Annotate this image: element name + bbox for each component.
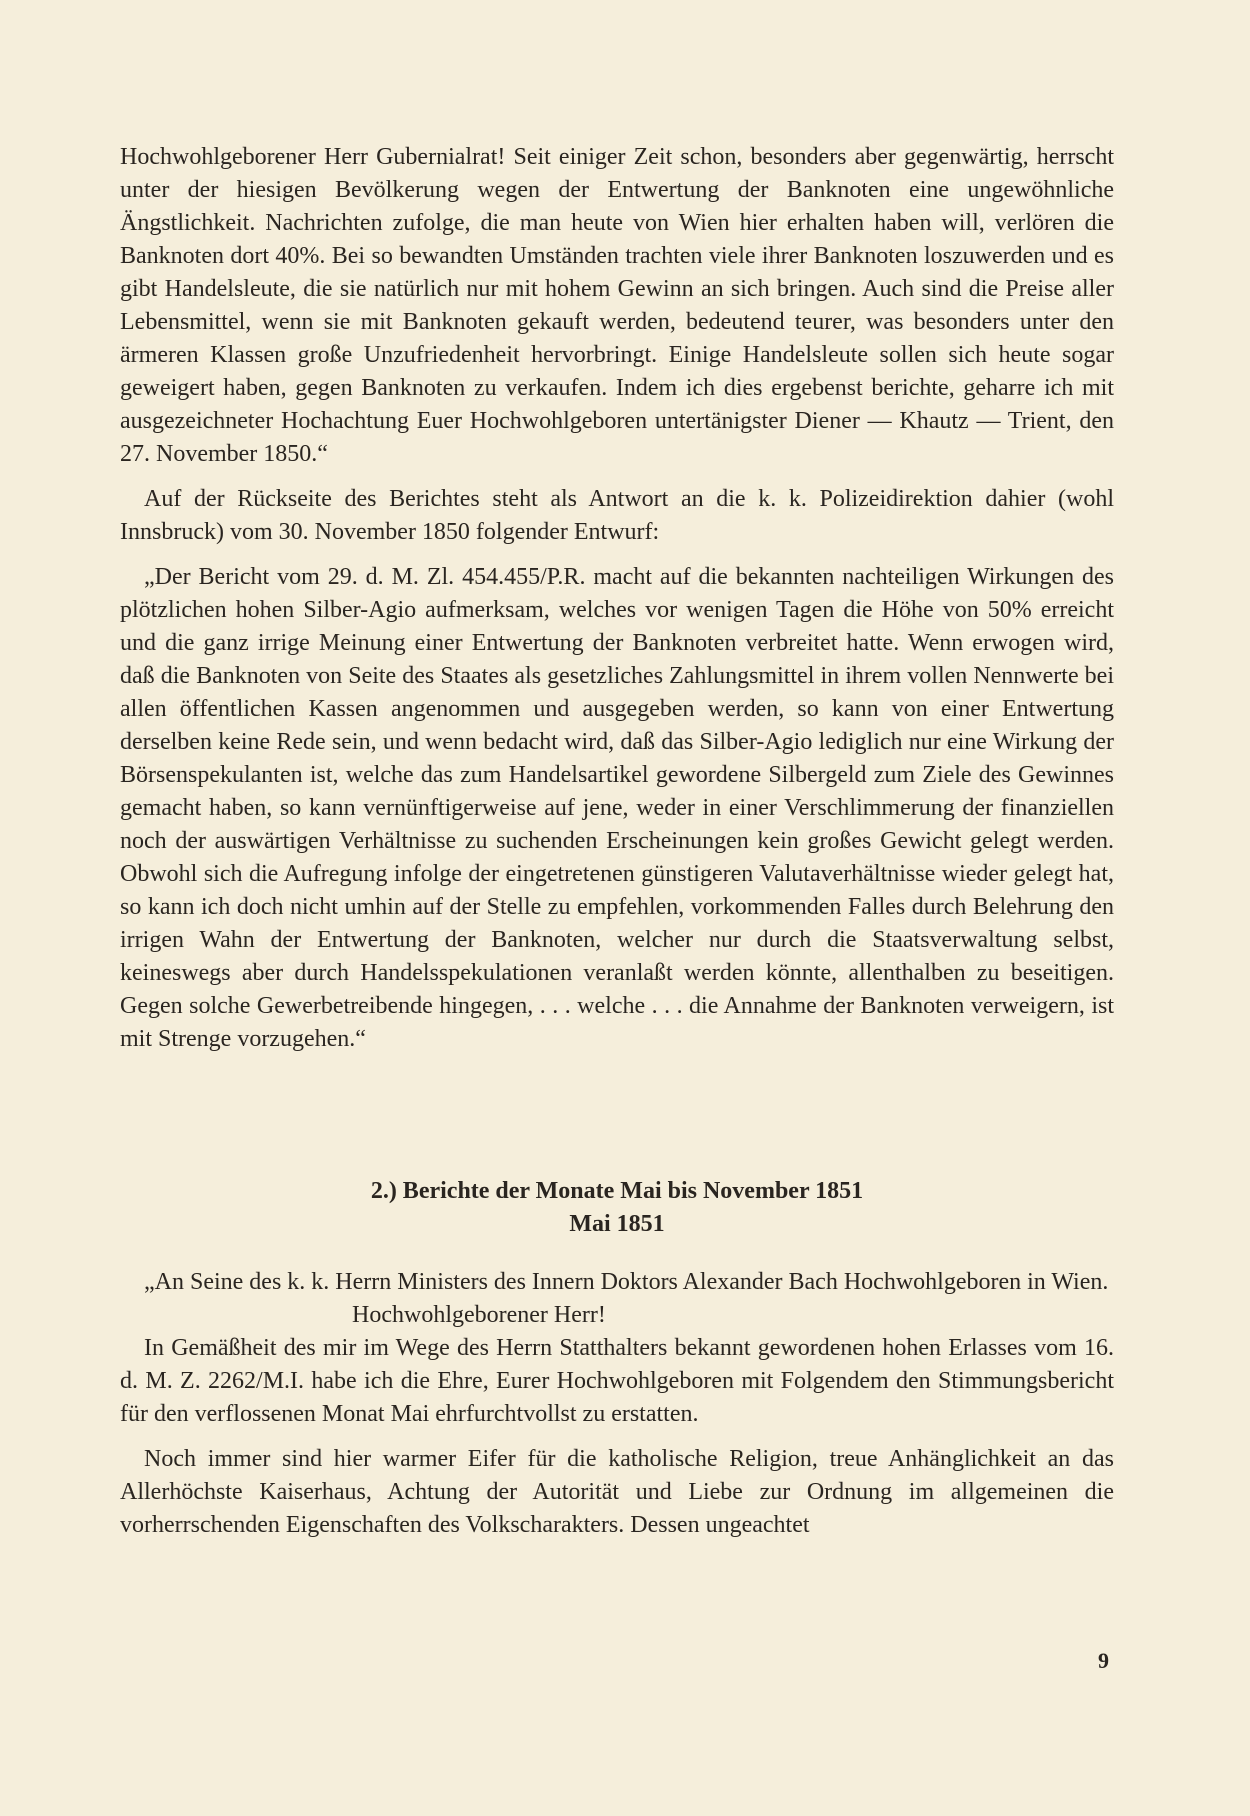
section-heading: 2.) Berichte der Monate Mai bis November 1851 [370,1178,864,1204]
paragraph-draft-response: „Der Bericht vom 29. d. M. Zl. 454.455/P.R. macht auf die bekannten nachteiligen Wirkungen des plötzlichen hohen Silber-Agio aufmerksam, welches vor wenigen Tagen die Höhe von 50% erreicht und die ganz irrige Meinung einer Entwertung der Banknoten verbreitet hatte. Wenn erwogen wird, daß die Banknoten von Seite des Staates als gesetzliches Zahlungsmittel in ihrem vollen Nennwerte bei allen öffentlichen Kassen angenommen und ausgegeben werden, so kann von einer Entwertung derselben keine Rede sein, und wenn bedacht wird, daß das Silber-Agio lediglich nur eine Wirkung der Börsenspekulanten ist, welche das zum Handelsartikel gewordene Silbergeld zum Ziele des Gewinnes gemacht haben, so kann vernünftigerweise auf jene, weder in einer Verschlimmerung der finanziellen noch der auswärtigen Verhältnisse zu suchenden Erscheinungen kein großes Gewicht gelegt werden. Obwohl sich die Aufregung infolge der eingetretenen günstigeren Valutaverhältnisse wieder gelegt hat, so kann ich doch nicht umhin auf der Stelle zu empfehlen, vorkommenden Falles durch Belehrung den irrigen Wahn der Entwertung der Banknoten, welcher nur durch die Staatsverwaltung selbst, keineswegs aber durch Handelsspekulationen veranlaßt werden könnte, allenthalben zu beseitigen. Gegen solche Gewerbetreibende hingegen, . . . welche . . . die Annahme der Banknoten verweigern, ist mit Strenge vorzugehen.“ [120,564,1114,1052]
paragraph-report-letter: Hochwohlgeborener Herr Gubernialrat! Seit einiger Zeit schon, besonders aber gegenwärtig, herrscht unter der hiesigen Bevölkerung wegen der Entwertung der Banknoten eine ungewöhnliche Ängstlichkeit. Nachrichten zufolge, die man heute von Wien hier erhalten haben will, verlören die Banknoten dort 40%. Bei so bewandten Umständen trachten viele ihrer Banknoten loszuwerden und es gibt Handelsleute, die sie natürlich nur mit hohem Gewinn an sich bringen. Auch sind die Preise aller Lebensmittel, wenn sie mit Banknoten gekauft werden, bedeutend teurer, was besonders unter den ärmeren Klassen große Unzufriedenheit hervorbringt. Einige Handelsleute sollen sich heute sogar geweigert haben, gegen Banknoten zu verkaufen. Indem ich dies ergebenst berichte, geharre ich mit ausgezeichneter Hochachtung Euer Hochwohlgeboren untertänigster Diener — Khautz — Trient, den 27. November 1850.“ [120,144,1114,467]
paragraph-introduction: In Gemäßheit des mir im Wege des Herrn Statthalters bekannt gewordenen hohen Erlasses vom 16. d. M. Z. 2262/M.I. habe ich die Ehre, Eurer Hochwohlgeboren mit Folgendem den Stimmungsbericht für den verflossenen Monat Mai ehrfurchtvollst zu erstatten. [120,1335,1114,1427]
paragraph-reverse-side-note: Auf der Rückseite des Berichtes steht als Antwort an die k. k. Polizeidirektion dahier (wohl Innsbruck) vom 30. November 1850 folgender Entwurf: [120,486,1114,545]
body-text-bottom [120,1266,1114,1542]
section-subheading: Mai 1851 [569,1211,665,1237]
page-number: 9 [1098,1648,1109,1673]
paragraph-mood-report: Noch immer sind hier warmer Eifer für die katholische Religion, treue Anhänglichkeit an das Allerhöchste Kaiserhaus, Achtung der Autorität und Liebe zur Ordnung im allgemeinen die vorherrschenden Eigenschaften des Volkscharakters. Dessen ungeachtet [120,1446,1114,1538]
section-heading-block [120,1175,1114,1241]
salutation: Hochwohlgeborener Herr! [352,1302,606,1328]
body-text-top [120,141,1114,1056]
paragraph-address: „An Seine des k. k. Herrn Ministers des Innern Doktors Alexander Bach Hochwohlgeboren in Wien. [144,1269,1109,1295]
